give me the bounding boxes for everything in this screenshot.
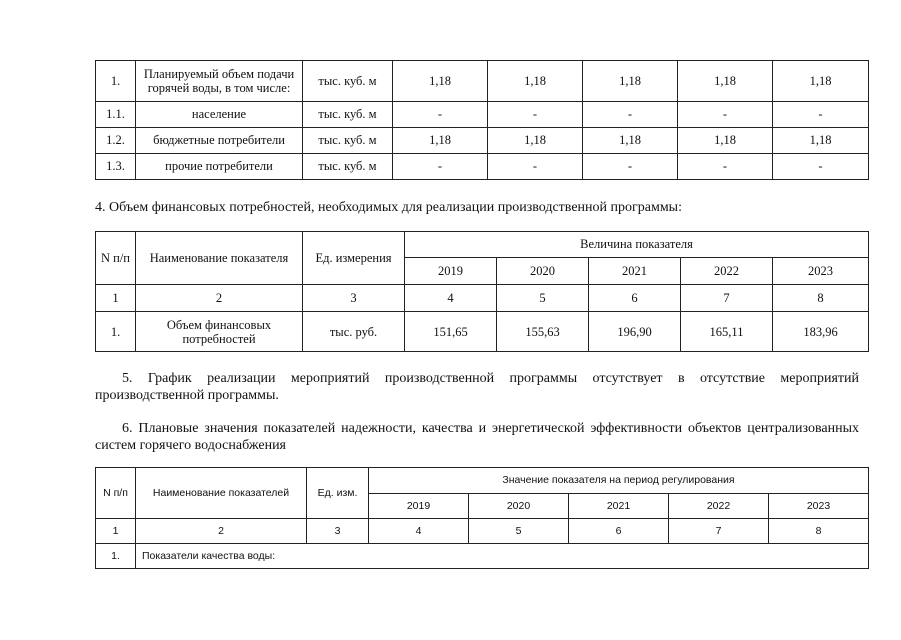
section-5-paragraph	[95, 370, 859, 404]
index-cell: 2	[136, 285, 303, 312]
value-cell: -	[583, 154, 678, 180]
section-6-paragraph	[95, 420, 859, 454]
index-cell: 3	[307, 519, 369, 544]
value-cell: 1,18	[678, 128, 773, 154]
header-row	[96, 232, 869, 258]
table-row	[96, 544, 869, 569]
index-cell: 1	[96, 519, 136, 544]
reliability-indicators-table	[95, 467, 869, 569]
section-4-heading: 4. Объем финансовых потребностей, необходимых для реализации производственной программы:	[95, 200, 682, 215]
row-number: 1.	[96, 544, 136, 569]
value-cell: 1,18	[773, 128, 869, 154]
value-cell: -	[393, 154, 488, 180]
row-number: 1.3.	[96, 154, 136, 180]
year-header: 2022	[669, 493, 769, 519]
value-cell: -	[393, 102, 488, 128]
section-6-text: 6. Плановые значения показателей надежности, качества и энергетической эффективности объектов централизованных систем горячего водоснабжения	[95, 421, 859, 453]
index-cell: 5	[469, 519, 569, 544]
value-cell: 1,18	[773, 61, 869, 102]
value-cell: 1,18	[393, 128, 488, 154]
value-cell: -	[678, 154, 773, 180]
table-row	[96, 128, 869, 154]
column-header-name: Наименование показателей	[136, 468, 307, 519]
index-cell: 4	[405, 285, 497, 312]
water-supply-volume-table	[95, 60, 869, 180]
value-cell: 151,65	[405, 312, 497, 352]
value-cell: 165,11	[681, 312, 773, 352]
column-header-value-group: Величина показателя	[405, 232, 869, 258]
unit-cell: тыс. куб. м	[303, 128, 393, 154]
index-row	[96, 285, 869, 312]
value-cell: 1,18	[488, 61, 583, 102]
indicator-name: Планируемый объем подачи горячей воды, в том числе:	[136, 61, 303, 102]
value-cell: 1,18	[678, 61, 773, 102]
value-cell: 196,90	[589, 312, 681, 352]
index-cell: 6	[589, 285, 681, 312]
year-header: 2019	[405, 258, 497, 285]
index-cell: 8	[773, 285, 869, 312]
table-row	[96, 312, 869, 352]
index-cell: 7	[669, 519, 769, 544]
value-cell: 1,18	[583, 128, 678, 154]
unit-cell: тыс. куб. м	[303, 61, 393, 102]
year-header: 2021	[569, 493, 669, 519]
unit-cell: тыс. куб. м	[303, 102, 393, 128]
year-header: 2020	[469, 493, 569, 519]
value-cell: -	[488, 154, 583, 180]
column-header-name: Наименование показателя	[136, 232, 303, 285]
row-number: 1.2.	[96, 128, 136, 154]
value-cell: 183,96	[773, 312, 869, 352]
financial-needs-table	[95, 231, 869, 352]
column-header-number: N п/п	[96, 468, 136, 519]
indicator-name: население	[136, 102, 303, 128]
table-row	[96, 61, 869, 102]
year-header: 2020	[497, 258, 589, 285]
unit-cell: тыс. руб.	[303, 312, 405, 352]
row-number: 1.	[96, 61, 136, 102]
year-header: 2022	[681, 258, 773, 285]
column-header-number: N п/п	[96, 232, 136, 285]
year-header: 2023	[773, 258, 869, 285]
index-cell: 8	[769, 519, 869, 544]
column-header-value-group: Значение показателя на период регулирования	[369, 468, 869, 494]
index-cell: 5	[497, 285, 589, 312]
year-header: 2023	[769, 493, 869, 519]
value-cell: 1,18	[488, 128, 583, 154]
index-cell: 3	[303, 285, 405, 312]
section-5-text: 5. График реализации мероприятий производственной программы отсутствует в отсутствие мероприятий производственной программы.	[95, 371, 859, 403]
row-number: 1.1.	[96, 102, 136, 128]
index-cell: 2	[136, 519, 307, 544]
indicator-name: Объем финансовых потребностей	[136, 312, 303, 352]
value-cell: -	[773, 102, 869, 128]
value-cell: 155,63	[497, 312, 589, 352]
indicator-name: Показатели качества воды:	[136, 544, 869, 569]
value-cell: 1,18	[583, 61, 678, 102]
index-cell: 6	[569, 519, 669, 544]
index-cell: 4	[369, 519, 469, 544]
year-header: 2021	[589, 258, 681, 285]
year-header: 2019	[369, 493, 469, 519]
value-cell: -	[773, 154, 869, 180]
row-number: 1.	[96, 312, 136, 352]
indicator-name: бюджетные потребители	[136, 128, 303, 154]
indicator-name: прочие потребители	[136, 154, 303, 180]
table-row	[96, 154, 869, 180]
column-header-unit: Ед. изм.	[307, 468, 369, 519]
value-cell: -	[678, 102, 773, 128]
table-row	[96, 102, 869, 128]
index-cell: 1	[96, 285, 136, 312]
index-cell: 7	[681, 285, 773, 312]
value-cell: -	[488, 102, 583, 128]
value-cell: -	[583, 102, 678, 128]
column-header-unit: Ед. измерения	[303, 232, 405, 285]
index-row	[96, 519, 869, 544]
unit-cell: тыс. куб. м	[303, 154, 393, 180]
value-cell: 1,18	[393, 61, 488, 102]
header-row	[96, 468, 869, 494]
